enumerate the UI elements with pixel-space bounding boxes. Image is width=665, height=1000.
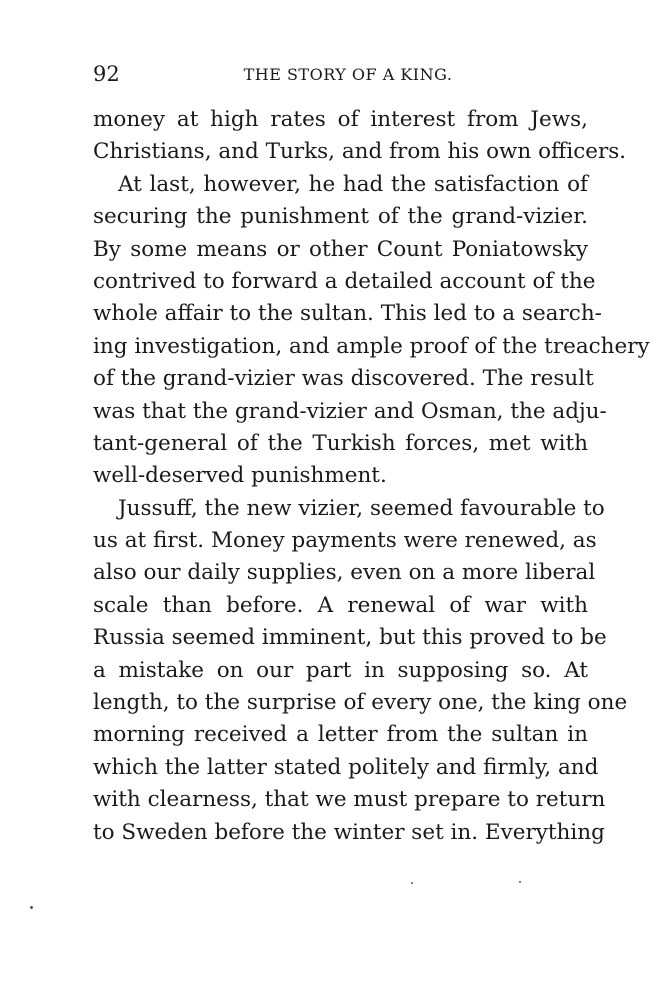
- text-line: which the latter stated politely and firmly, and: [93, 754, 599, 780]
- text-line: Russia seemed imminent, but this proved to be: [93, 625, 607, 651]
- text-line: to Sweden before the winter set in. Everything: [93, 819, 605, 845]
- body-text: [93, 104, 650, 849]
- text-line: well-deserved punishment.: [93, 463, 387, 489]
- text-line: length, to the surprise of every one, the king one: [93, 690, 628, 716]
- text-line: whole affair to the sultan. This led to a search-: [93, 301, 602, 327]
- text-line: contrived to forward a detailed account of the: [93, 268, 596, 294]
- page-number: 92: [93, 62, 120, 86]
- paper-speck: [411, 882, 413, 884]
- text-line: Christians, and Turks, and from his own officers.: [93, 139, 627, 165]
- text-line: securing the punishment of the grand-vizier.: [93, 204, 588, 230]
- text-line: us at first. Money payments were renewed, as: [93, 528, 597, 554]
- page-header: [93, 62, 588, 88]
- text-line: of the grand-vizier was discovered. The result: [93, 366, 594, 392]
- text-line: scale than before. A renewal of war with: [93, 592, 588, 618]
- text-line: tant-general of the Turkish forces, met with: [93, 430, 588, 456]
- text-line: At last, however, he had the satisfaction of: [118, 171, 588, 197]
- running-title: THE STORY OF A KING.: [243, 65, 453, 84]
- text-line: ing investigation, and ample proof of the treachery: [93, 333, 650, 359]
- paper-speck: [30, 906, 33, 909]
- text-line: a mistake on our part in supposing so. At: [93, 657, 588, 683]
- text-line: was that the grand-vizier and Osman, the adju-: [93, 398, 607, 424]
- text-line: with clearness, that we must prepare to return: [93, 787, 606, 813]
- text-line: By some means or other Count Poniatowsky: [93, 236, 588, 262]
- paper-speck: [519, 881, 521, 883]
- text-line: morning received a letter from the sultan in: [93, 722, 588, 748]
- text-line: also our daily supplies, even on a more liberal: [93, 560, 596, 586]
- text-line: Jussuff, the new vizier, seemed favourable to: [118, 495, 605, 521]
- text-line: money at high rates of interest from Jews,: [93, 107, 588, 132]
